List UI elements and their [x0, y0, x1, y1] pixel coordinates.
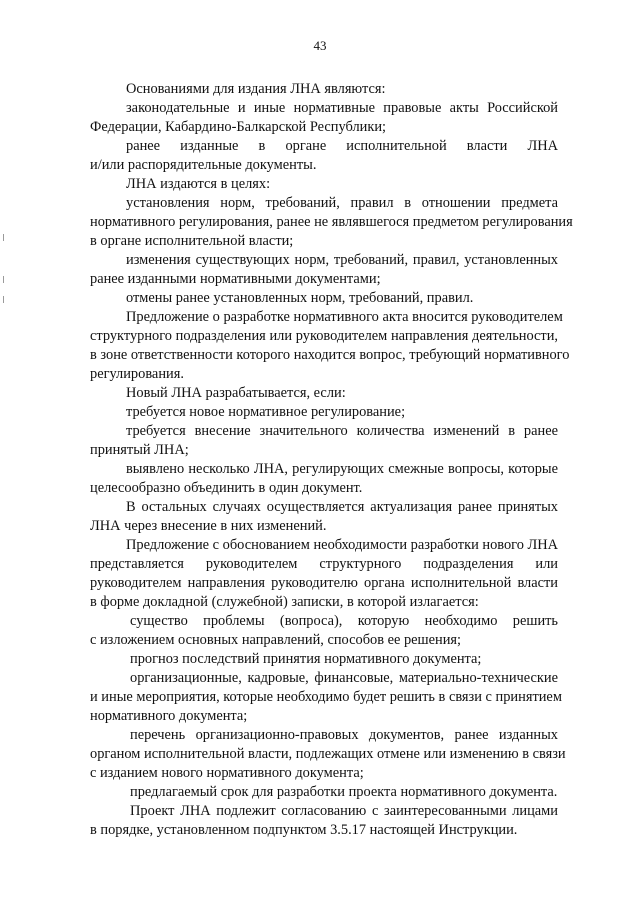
page-number: 43	[313, 38, 327, 53]
text-line: с изданием нового нормативного документа;	[90, 765, 364, 781]
text-line: Предложение с обоснованием необходимости разработки нового ЛНА	[126, 537, 559, 553]
text-line: законодательные и иные нормативные правовые акты Российской	[126, 100, 558, 116]
text-line: руководителем направления руководителю органа исполнительной власти	[90, 575, 558, 591]
text-line: Проект ЛНА подлежит согласованию с заинтересованными лицами	[130, 803, 558, 819]
text-line: в форме докладной (служебной) записки, в которой излагается:	[90, 594, 479, 610]
text-line: ЛНА издаются в целях:	[126, 176, 271, 192]
margin-mark	[3, 276, 4, 283]
text-line: принятый ЛНА;	[90, 442, 189, 458]
text-line: в органе исполнительной власти;	[90, 233, 294, 249]
text-line: в порядке, установленном подпунктом 3.5.17 настоящей Инструкции.	[90, 822, 518, 838]
text-line: предлагаемый срок для разработки проекта нормативного документа.	[130, 784, 558, 800]
text-line: изменения существующих норм, требований, правил, установленных	[126, 252, 558, 268]
text-line: структурного подразделения или руководителем направления деятельности,	[90, 328, 558, 344]
text-line: ЛНА через внесение в них изменений.	[90, 518, 327, 534]
text-line: существо проблемы (вопроса), которую необходимо решить	[130, 613, 558, 629]
text-line: Основаниями для издания ЛНА являются:	[126, 81, 386, 97]
text-line: регулирования.	[90, 366, 184, 382]
text-line: нормативного регулирования, ранее не являвшегося предметом регулирования	[90, 214, 573, 230]
text-line: прогноз последствий принятия нормативного документа;	[130, 651, 482, 667]
margin-mark	[3, 234, 4, 241]
text-line: В остальных случаях осуществляется актуализация ранее принятых	[126, 499, 558, 515]
margin-mark	[3, 296, 4, 303]
text-line: Предложение о разработке нормативного акта вносится руководителем	[126, 309, 563, 325]
text-line: требуется новое нормативное регулирование;	[126, 404, 406, 420]
text-line: Федерации, Кабардино-Балкарской Республики;	[90, 119, 387, 135]
text-line: нормативного документа;	[90, 708, 248, 724]
text-line: отмены ранее установленных норм, требований, правил.	[126, 290, 474, 306]
text-line: ранее изданные в органе исполнительной власти ЛНА	[126, 138, 558, 154]
text-line: и иные мероприятия, которые необходимо будет решить в связи с принятием	[90, 689, 562, 705]
text-line: требуется внесение значительного количества изменений в ранее	[126, 423, 558, 439]
text-line: органом исполнительной власти, подлежащих отмене или изменению в связи	[90, 746, 566, 762]
text-line: и/или распорядительные документы.	[90, 157, 317, 173]
text-line: в зоне ответственности которого находится вопрос, требующий нормативного	[90, 347, 570, 363]
text-line: организационные, кадровые, финансовые, материально-технические	[130, 670, 558, 686]
text-line: Новый ЛНА разрабатывается, если:	[126, 385, 346, 401]
text-line: ранее изданными нормативными документами;	[90, 271, 381, 287]
text-line: выявлено несколько ЛНА, регулирующих смежные вопросы, которые	[126, 461, 558, 477]
text-line: установления норм, требований, правил в отношении предмета	[126, 195, 558, 211]
text-line: с изложением основных направлений, способов ее решения;	[90, 632, 462, 648]
text-line: перечень организационно-правовых документов, ранее изданных	[130, 727, 558, 743]
text-line: представляется руководителем структурного подразделения или	[90, 556, 558, 572]
text-line: целесообразно объединить в один документ.	[90, 480, 363, 496]
